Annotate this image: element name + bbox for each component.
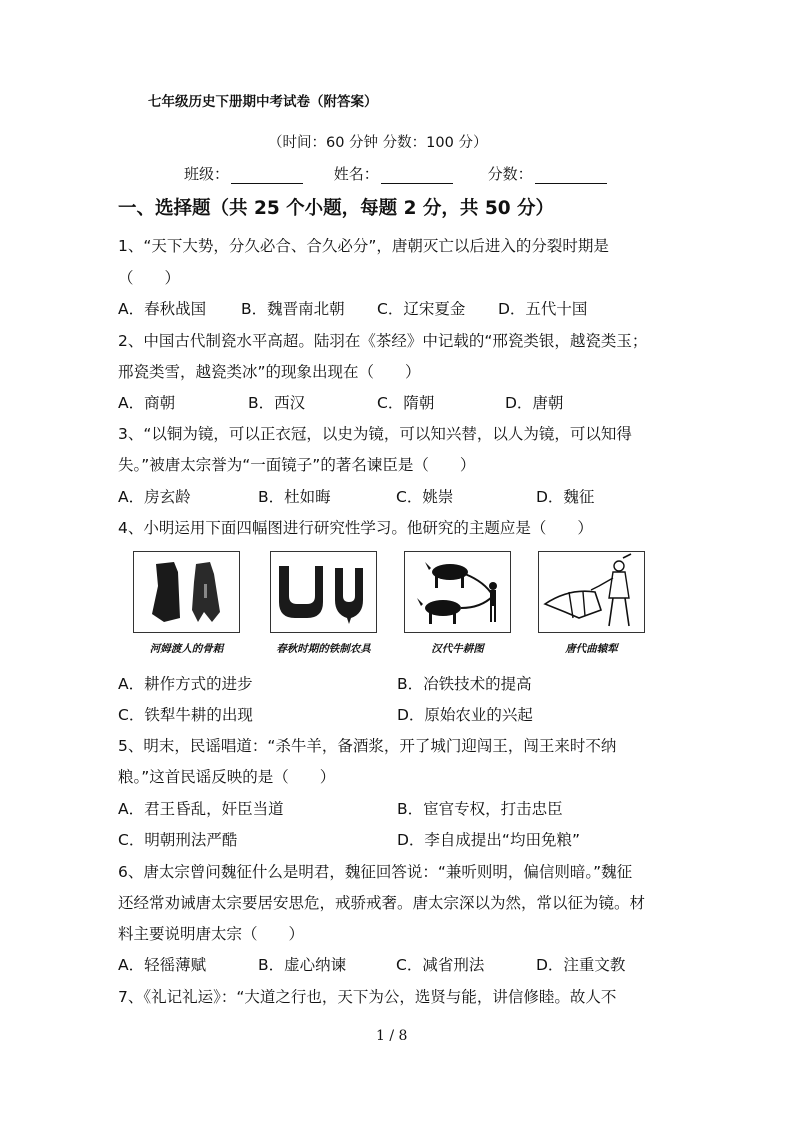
q5-option-a[interactable]: A．君王昏乱，奸臣当道 (118, 800, 284, 818)
exam-meta: （时间：60 分钟 分数：100 分） (268, 135, 488, 151)
q3-text-line2: 失。”被唐太宗誉为“一面镜子”的著名谏臣是（ ） (118, 456, 476, 474)
q1-option-b[interactable]: B．魏晋南北朝 (241, 300, 345, 318)
q1-text-line2: （ ） (118, 269, 181, 287)
ox-plowing-icon (405, 552, 510, 632)
q3-option-a[interactable]: A．房玄龄 (118, 488, 191, 506)
q6-option-a[interactable]: A．轻徭薄赋 (118, 956, 207, 974)
class-field[interactable] (184, 163, 303, 184)
name-blank[interactable] (381, 169, 453, 184)
q3-text-line1: 3、“以铜为镜，可以正衣冠，以史为镜，可以知兴替，以人为镜，可以知得 (118, 425, 632, 443)
q2-option-d[interactable]: D．唐朝 (505, 394, 564, 412)
q3-option-d[interactable]: D．魏征 (536, 488, 595, 506)
score-label: 分数： (487, 165, 533, 183)
q5-text-line1: 5、明末，民谣唱道：“杀牛羊，备酒浆，开了城门迎闯王，闯王来时不纳 (118, 737, 617, 755)
figure-iron-tools (270, 551, 377, 633)
name-field[interactable] (334, 163, 453, 184)
q4-option-b[interactable]: B．冶铁技术的提高 (397, 675, 532, 693)
score-field[interactable] (488, 163, 607, 184)
figure-ox-plowing (404, 551, 511, 633)
curved-plow-icon (539, 552, 644, 632)
q2-option-c[interactable]: C．隋朝 (377, 394, 435, 412)
q4-option-a[interactable]: A．耕作方式的进步 (118, 675, 253, 693)
q5-option-c[interactable]: C．明朝刑法严酷 (118, 831, 238, 849)
q2-text-line1: 2、中国古代制瓷水平高超。陆羽在《茶经》中记载的“邢瓷类银，越瓷类玉； (118, 332, 648, 350)
figure-bone-spade (133, 551, 240, 633)
q4-text: 4、小明运用下面四幅图进行研究性学习。他研究的主题应是（ ） (118, 519, 593, 537)
score-blank[interactable] (535, 169, 607, 184)
q1-option-c[interactable]: C．辽宋夏金 (377, 300, 466, 318)
class-label: 班级： (184, 165, 230, 183)
caption-bone-spade: 河姆渡人的骨耜 (149, 643, 224, 655)
q4-option-d[interactable]: D．原始农业的兴起 (397, 706, 533, 724)
q6-option-d[interactable]: D．注重文教 (536, 956, 626, 974)
q7-text-line1: 7、《礼记礼运》：“大道之行也，天下为公，选贤与能，讲信修睦。故人不 (118, 988, 617, 1006)
caption-iron-tools: 春秋时期的铁制农具 (276, 643, 371, 655)
q1-text-line1: 1、“天下大势，分久必合、合久必分”，唐朝灭亡以后进入的分裂时期是 (118, 237, 609, 255)
q6-option-b[interactable]: B．虚心纳谏 (258, 956, 347, 974)
page-number: 1 / 8 (376, 1028, 408, 1044)
class-blank[interactable] (231, 169, 303, 184)
q1-option-d[interactable]: D．五代十国 (498, 300, 588, 318)
q5-option-d[interactable]: D．李自成提出“均田免粮” (397, 831, 580, 849)
q3-option-b[interactable]: B．杜如晦 (258, 488, 331, 506)
q5-option-b[interactable]: B．宦官专权，打击忠臣 (397, 800, 563, 818)
figure-curved-plow (538, 551, 645, 633)
q3-option-c[interactable]: C．姚崇 (396, 488, 454, 506)
iron-tools-icon (271, 552, 376, 632)
q5-text-line2: 粮。”这首民谣反映的是（ ） (118, 768, 336, 786)
student-info-fields (184, 163, 607, 184)
q2-option-b[interactable]: B．西汉 (248, 394, 306, 412)
caption-curved-plow: 唐代曲辕犁 (565, 643, 618, 655)
q6-text-line3: 料主要说明唐太宗（ ） (118, 925, 305, 943)
caption-ox-plowing: 汉代牛耕图 (431, 643, 484, 655)
q2-text-line2: 邢瓷类雪，越瓷类冰”的现象出现在（ ） (118, 363, 421, 381)
q6-option-c[interactable]: C．减省刑法 (396, 956, 485, 974)
q6-text-line1: 6、唐太宗曾问魏征什么是明君，魏征回答说：“兼听则明，偏信则暗。”魏征 (118, 863, 633, 881)
bone-spade-icon (134, 552, 239, 632)
name-label: 姓名： (333, 165, 379, 183)
section-heading: 一、选择题（共 25 个小题，每题 2 分，共 50 分） (118, 198, 555, 219)
document-title: 七年级历史下册期中考试卷（附答案） (148, 94, 378, 110)
q6-text-line2: 还经常劝诫唐太宗要居安思危，戒骄戒奢。唐太宗深以为然，常以征为镜。材 (118, 894, 646, 912)
q4-option-c[interactable]: C．铁犁牛耕的出现 (118, 706, 253, 724)
q4-figure-row (133, 551, 678, 661)
q1-option-a[interactable]: A．春秋战国 (118, 300, 207, 318)
q2-option-a[interactable]: A．商朝 (118, 394, 176, 412)
